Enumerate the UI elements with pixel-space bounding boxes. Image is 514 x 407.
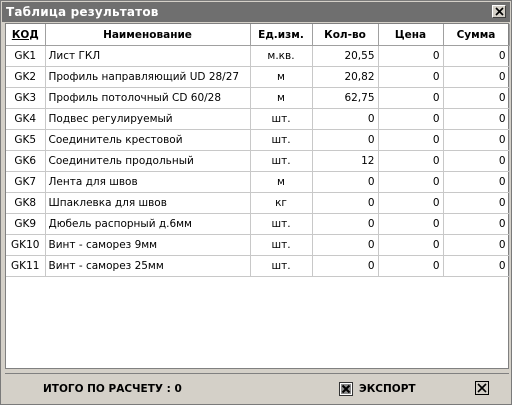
cell-name[interactable]: Винт - саморез 25мм xyxy=(45,256,250,277)
cell-qty[interactable]: 0 xyxy=(312,235,378,256)
cell-name[interactable]: Лента для швов xyxy=(45,172,250,193)
cell-name[interactable]: Профиль направляющий UD 28/27 xyxy=(45,67,250,88)
cell-sum[interactable]: 0 xyxy=(443,46,509,67)
cell-price[interactable]: 0 xyxy=(378,193,443,214)
window-close-button[interactable] xyxy=(492,5,506,18)
cell-unit[interactable]: м xyxy=(250,172,312,193)
cell-qty[interactable]: 0 xyxy=(312,214,378,235)
cell-name[interactable]: Лист ГКЛ xyxy=(45,46,250,67)
results-table-area xyxy=(5,23,509,369)
cell-sum[interactable]: 0 xyxy=(443,235,509,256)
cell-name[interactable]: Соединитель крестовой xyxy=(45,130,250,151)
table-row[interactable] xyxy=(6,109,509,130)
cell-price[interactable]: 0 xyxy=(378,235,443,256)
table-row[interactable] xyxy=(6,88,509,109)
title-bar[interactable] xyxy=(2,2,510,22)
cell-code[interactable]: GK8 xyxy=(6,193,45,214)
cell-sum[interactable]: 0 xyxy=(443,67,509,88)
cell-price[interactable]: 0 xyxy=(378,46,443,67)
cell-qty[interactable]: 62,75 xyxy=(312,88,378,109)
cell-name[interactable]: Соединитель продольный xyxy=(45,151,250,172)
cell-sum[interactable]: 0 xyxy=(443,172,509,193)
cell-unit[interactable]: шт. xyxy=(250,256,312,277)
table-body xyxy=(6,46,509,277)
cell-name[interactable]: Шпаклевка для швов xyxy=(45,193,250,214)
cell-code[interactable]: GK1 xyxy=(6,46,45,67)
cell-unit[interactable]: шт. xyxy=(250,214,312,235)
cell-code[interactable]: GK6 xyxy=(6,151,45,172)
table-row[interactable] xyxy=(6,172,509,193)
cell-code[interactable]: GK7 xyxy=(6,172,45,193)
cell-unit[interactable]: шт. xyxy=(250,130,312,151)
column-header-name[interactable]: Наименование xyxy=(45,24,250,46)
total-value: 0 xyxy=(174,383,182,395)
cell-sum[interactable]: 0 xyxy=(443,193,509,214)
cell-code[interactable]: GK3 xyxy=(6,88,45,109)
close-icon[interactable] xyxy=(475,381,489,395)
table-row[interactable] xyxy=(6,46,509,67)
cell-code[interactable]: GK9 xyxy=(6,214,45,235)
total-summary xyxy=(43,383,182,395)
cell-sum[interactable]: 0 xyxy=(443,151,509,172)
cell-name[interactable]: Профиль потолочный CD 60/28 xyxy=(45,88,250,109)
cell-name[interactable]: Подвес регулируемый xyxy=(45,109,250,130)
table-header-row xyxy=(6,24,509,46)
results-table xyxy=(6,24,510,277)
cell-code[interactable]: GK2 xyxy=(6,67,45,88)
cell-unit[interactable]: кг xyxy=(250,193,312,214)
cell-code[interactable]: GK11 xyxy=(6,256,45,277)
cell-sum[interactable]: 0 xyxy=(443,256,509,277)
cell-unit[interactable]: шт. xyxy=(250,235,312,256)
export-button[interactable] xyxy=(339,379,416,399)
excel-export-icon xyxy=(339,382,353,396)
cell-qty[interactable]: 0 xyxy=(312,130,378,151)
table-row[interactable] xyxy=(6,214,509,235)
column-header-code[interactable]: КОД xyxy=(6,24,45,46)
cell-code[interactable]: GK5 xyxy=(6,130,45,151)
cell-price[interactable]: 0 xyxy=(378,109,443,130)
cell-qty[interactable]: 0 xyxy=(312,109,378,130)
cell-sum[interactable]: 0 xyxy=(443,214,509,235)
cell-unit[interactable]: м xyxy=(250,88,312,109)
cell-name[interactable]: Дюбель распорный д.6мм xyxy=(45,214,250,235)
cell-sum[interactable]: 0 xyxy=(443,109,509,130)
column-header-qty[interactable]: Кол-во xyxy=(312,24,378,46)
column-header-unit[interactable]: Ед.изм. xyxy=(250,24,312,46)
cell-qty[interactable]: 0 xyxy=(312,193,378,214)
total-label: ИТОГО ПО РАСЧЕТУ : xyxy=(43,383,171,395)
cell-unit[interactable]: шт. xyxy=(250,151,312,172)
cell-code[interactable]: GK4 xyxy=(6,109,45,130)
cell-name[interactable]: Винт - саморез 9мм xyxy=(45,235,250,256)
cell-qty[interactable]: 12 xyxy=(312,151,378,172)
export-label: ЭКСПОРТ xyxy=(359,383,416,395)
cell-price[interactable]: 0 xyxy=(378,67,443,88)
cell-unit[interactable]: м.кв. xyxy=(250,46,312,67)
cell-sum[interactable]: 0 xyxy=(443,130,509,151)
cell-qty[interactable]: 0 xyxy=(312,256,378,277)
close-icon xyxy=(495,7,504,16)
table-row[interactable] xyxy=(6,130,509,151)
cell-qty[interactable]: 20,55 xyxy=(312,46,378,67)
table-row[interactable] xyxy=(6,193,509,214)
cell-price[interactable]: 0 xyxy=(378,130,443,151)
table-row[interactable] xyxy=(6,67,509,88)
cell-code[interactable]: GK10 xyxy=(6,235,45,256)
cell-qty[interactable]: 20,82 xyxy=(312,67,378,88)
table-row[interactable] xyxy=(6,235,509,256)
window-title: Таблица результатов xyxy=(6,5,159,19)
cell-price[interactable]: 0 xyxy=(378,88,443,109)
cell-sum[interactable]: 0 xyxy=(443,88,509,109)
cell-unit[interactable]: шт. xyxy=(250,109,312,130)
cell-price[interactable]: 0 xyxy=(378,151,443,172)
cell-price[interactable]: 0 xyxy=(378,172,443,193)
cell-qty[interactable]: 0 xyxy=(312,172,378,193)
cell-price[interactable]: 0 xyxy=(378,256,443,277)
footer-bar xyxy=(5,373,509,402)
cell-unit[interactable]: м xyxy=(250,67,312,88)
table-row[interactable] xyxy=(6,256,509,277)
table-row[interactable] xyxy=(6,151,509,172)
column-header-sum[interactable]: Сумма xyxy=(443,24,509,46)
column-header-price[interactable]: Цена xyxy=(378,24,443,46)
cell-price[interactable]: 0 xyxy=(378,214,443,235)
